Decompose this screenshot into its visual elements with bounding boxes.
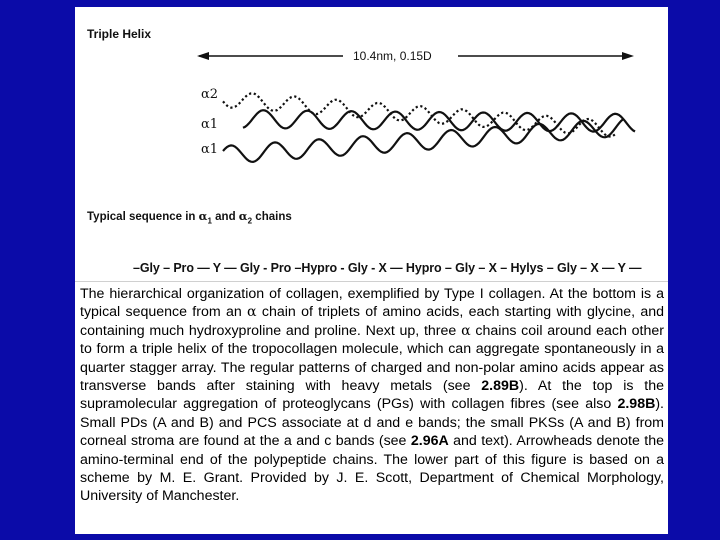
caption-segment: The hierarchical organization of collagen, exemplified by Type I collagen. At the bottom is a typical sequence from an — [80, 286, 664, 321]
sequence-token: – — [496, 261, 511, 275]
sequence-token: Hypro — [405, 261, 442, 275]
chain-label-alpha1-top: α1 — [201, 117, 219, 132]
sequence-token: — — [193, 261, 213, 275]
chain-label-alpha2: α2 — [201, 87, 219, 102]
caption-panel — [75, 281, 668, 534]
caption-alpha-symbol: α — [461, 322, 471, 339]
sequence-token: Pro — [270, 261, 292, 275]
figure-panel — [75, 7, 668, 281]
sequence-token: Hylys — [510, 261, 544, 275]
seq-title-and: and — [211, 211, 239, 223]
sequence-token: - — [337, 261, 348, 275]
caption-segment: chains coil around each other to form a triple helix of the tropocollagen molecule, which can aggregate spontaneously in a quarter stagger array. The regular patterns of charged and non-polar amino acids appear as transverse bands after staining with heavy metals (see — [80, 322, 664, 395]
sequence-token: Y — [617, 261, 626, 275]
sequence-token: - — [367, 261, 379, 275]
caption-figure-ref[interactable]: 2.96A — [410, 433, 449, 450]
seq-title-alpha: α — [198, 209, 208, 223]
sequence-token: – — [475, 261, 489, 275]
sequence-token: – — [159, 261, 174, 275]
triple-helix-diagram — [75, 7, 668, 281]
dimension-arrow — [197, 49, 634, 63]
sequence-token: – — [441, 261, 456, 275]
sequence-token: Gly — [239, 261, 260, 275]
sequence-token: - — [259, 261, 271, 275]
seq-title-sub: 2 — [247, 216, 253, 226]
sequence-token: — — [598, 261, 618, 275]
sequence-token: Gly — [455, 261, 476, 275]
sequence-token: — — [625, 261, 642, 275]
sequence-token: — — [220, 261, 240, 275]
chain-label-alpha1-bottom: α1 — [201, 142, 219, 157]
seq-title-text: Typical sequence in — [87, 211, 199, 223]
seq-title-sub: 1 — [207, 216, 212, 226]
caption-text — [80, 285, 664, 506]
amino-acid-sequence — [133, 261, 641, 275]
sequence-token: Gly — [347, 261, 368, 275]
caption-figure-ref[interactable]: 2.98B — [617, 396, 656, 413]
sequence-title — [87, 209, 292, 225]
sequence-token: X — [378, 261, 387, 275]
caption-segment: chain of triplets of amino acids, each starting with glycine, and containing much hydroxyproline and proline. Next up, three — [80, 304, 665, 339]
sequence-token: – — [576, 261, 591, 275]
sequence-token: Gly — [556, 261, 577, 275]
seq-title-alpha: α — [238, 209, 248, 223]
sequence-token: — — [386, 261, 406, 275]
sequence-token: X — [590, 261, 599, 275]
seq-title-chains: chains — [252, 211, 292, 223]
caption-segment: ). At the top is the supramolecular aggregation of proteoglycans (PGs) with collagen fibres (see also — [80, 378, 665, 413]
figure-title: Triple Helix — [87, 27, 152, 41]
caption-segment: ). Small PDs (A and B) and PCS associate at d and e bands; the small PKSs (A and B) from corneal stroma are found at the a and c bands (see — [80, 396, 664, 450]
caption-figure-ref[interactable]: 2.89B — [481, 378, 520, 395]
sequence-token: X — [488, 261, 497, 275]
caption-segment: and text). Arrowheads denote the amino-terminal end of the polypeptide chains. The lower part of this figure is based on a scheme by M. E. Grant. Provided by J. E. Scott, Department of Chemical Morphology, University of Manchester. — [80, 433, 664, 505]
sequence-token: Y — [212, 261, 221, 275]
sequence-token: – — [543, 261, 557, 275]
dimension-label: 10.4nm, 0.15D — [353, 49, 432, 63]
dimension-arrowhead-left — [197, 52, 209, 60]
caption-alpha-symbol: α — [247, 304, 257, 321]
sequence-token: Hypro — [301, 261, 338, 275]
sequence-token: – — [291, 261, 302, 275]
sequence-token: –Gly — [133, 261, 160, 275]
dimension-arrowhead-right — [622, 52, 634, 60]
sequence-token: Pro — [173, 261, 194, 275]
